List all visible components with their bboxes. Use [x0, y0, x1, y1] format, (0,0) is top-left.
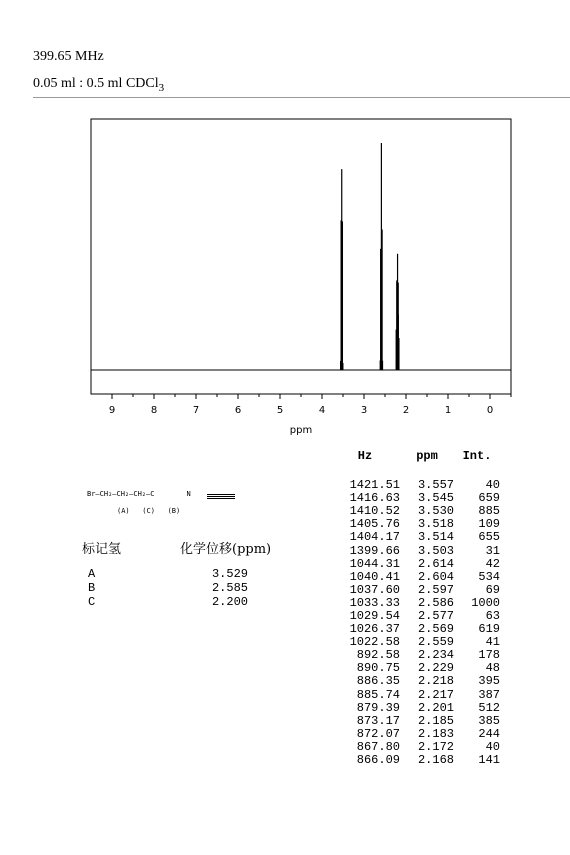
peak-hz-cell: 886.35 — [356, 674, 400, 689]
peak-int-cell: 512 — [478, 700, 500, 715]
x-tick-label: 8 — [150, 405, 158, 416]
x-tick-label: 2 — [402, 405, 410, 416]
shift-table — [88, 567, 248, 609]
peak-ppm-cell: 3.503 — [417, 543, 454, 558]
peak-ppm-cell: 2.577 — [417, 608, 454, 623]
header-ppm: ppm — [416, 449, 438, 463]
peak-hz-cell: 1033.33 — [349, 595, 400, 610]
peak-hz-cell: 1026.37 — [349, 622, 400, 637]
peak-int-cell: 1000 — [471, 595, 500, 610]
peak-int-cell: 385 — [478, 713, 500, 728]
table-row — [330, 518, 500, 531]
peak-int-cell: 63 — [485, 608, 500, 623]
peak-int-cell: 40 — [485, 739, 500, 754]
structure-chain: Br—CH₂—CH₂—CH₂—C — [87, 490, 155, 498]
shift-value: 2.585 — [211, 581, 248, 595]
shift-label: A — [88, 567, 96, 581]
table-row — [330, 675, 500, 688]
peak-int-cell: 178 — [478, 648, 500, 663]
peak-hz-cell: 1029.54 — [349, 608, 400, 623]
peak-hz-cell: 1410.52 — [349, 504, 400, 519]
x-tick-label: 1 — [444, 405, 452, 416]
peak-int-cell: 655 — [478, 530, 500, 545]
x-tick-label: 7 — [192, 405, 200, 416]
header-int: Int. — [462, 449, 492, 463]
solvent-text: 0.05 ml : 0.5 ml CDCl — [33, 76, 159, 91]
x-axis-ticks — [109, 394, 511, 416]
shift-row — [88, 581, 248, 595]
header-hz: Hz — [357, 449, 373, 463]
peak-hz-cell: 1416.63 — [349, 491, 400, 506]
peak-int-cell: 31 — [485, 543, 500, 558]
shift-header-label: 标记氢 — [82, 542, 122, 557]
peaks-layer — [341, 143, 399, 370]
structure-nitrogen: N — [186, 490, 191, 498]
peak-ppm-cell: 2.172 — [417, 739, 454, 754]
table-row — [330, 531, 500, 544]
plot-frame — [91, 119, 511, 394]
peak-hz-cell: 892.58 — [356, 648, 400, 663]
peak-ppm-cell: 2.586 — [417, 595, 454, 610]
peak-int-cell: 534 — [478, 569, 500, 584]
peak-hz-cell: 885.74 — [356, 687, 400, 702]
table-row — [330, 754, 500, 767]
peak-ppm-cell: 2.559 — [417, 635, 454, 650]
peak-hz-cell: 1404.17 — [349, 530, 400, 545]
peak-hz-cell: 890.75 — [356, 661, 400, 676]
peak-ppm-cell: 2.218 — [417, 674, 454, 689]
peak-int-cell: 141 — [478, 753, 500, 768]
table-row — [330, 715, 500, 728]
table-row — [330, 610, 500, 623]
shift-row — [88, 595, 248, 609]
peak-int-cell: 244 — [478, 726, 500, 741]
table-row — [330, 558, 500, 571]
peak-int-cell: 885 — [478, 504, 500, 519]
x-tick-label: 5 — [276, 405, 284, 416]
table-row — [330, 492, 500, 505]
peak-int-cell: 41 — [485, 635, 500, 650]
table-row — [330, 571, 500, 584]
table-row — [330, 505, 500, 518]
shift-label: B — [88, 581, 96, 595]
table-row — [330, 636, 500, 649]
peak-ppm-cell: 3.518 — [417, 517, 454, 532]
table-row — [330, 662, 500, 675]
peak-ppm-cell: 2.604 — [417, 569, 454, 584]
x-tick-label: 4 — [318, 405, 326, 416]
peak-ppm-cell: 2.217 — [417, 687, 454, 702]
peak-hz-cell: 879.39 — [356, 700, 400, 715]
peak-hz-cell: 1044.31 — [349, 556, 400, 571]
peak-ppm-cell: 2.229 — [417, 661, 454, 676]
peak-int-cell: 659 — [478, 491, 500, 506]
table-row — [330, 689, 500, 702]
peak-hz-cell: 1037.60 — [349, 582, 400, 597]
shift-value: 2.200 — [211, 595, 248, 609]
table-row — [330, 597, 500, 610]
peak-table-header — [330, 445, 500, 467]
peak-int-cell: 42 — [485, 556, 500, 571]
spectrometer-frequency: 399.65 MHz — [33, 49, 104, 64]
peak-ppm-cell: 2.614 — [417, 556, 454, 571]
peak-hz-cell: 1405.76 — [349, 517, 400, 532]
peak-int-cell: 48 — [485, 661, 500, 676]
structure-labels: (A) (C) (B) — [117, 507, 181, 515]
peak-table — [330, 445, 500, 767]
peak-ppm-cell: 3.545 — [417, 491, 454, 506]
shift-value: 3.529 — [211, 567, 248, 581]
peak-hz-cell: 1421.51 — [349, 478, 400, 493]
shift-label: C — [88, 595, 96, 609]
x-tick-label: 3 — [360, 405, 368, 416]
peak-ppm-cell: 3.530 — [417, 504, 454, 519]
peak-hz-cell: 1040.41 — [349, 569, 400, 584]
peak-ppm-cell: 2.185 — [417, 713, 454, 728]
x-tick-label: 9 — [108, 405, 116, 416]
table-row — [330, 623, 500, 636]
x-axis-label: ppm — [289, 425, 313, 436]
table-row — [330, 649, 500, 662]
structure-formula — [87, 490, 191, 498]
peak-hz-cell: 866.09 — [356, 753, 400, 768]
peak-ppm-cell: 2.234 — [417, 648, 454, 663]
peak-int-cell: 69 — [485, 582, 500, 597]
peak-hz-cell: 1399.66 — [349, 543, 400, 558]
peak-ppm-cell: 2.569 — [417, 622, 454, 637]
peak-hz-cell: 872.07 — [356, 726, 400, 741]
peak-ppm-cell: 2.597 — [417, 582, 454, 597]
shift-header-value: 化学位移(ppm) — [180, 542, 272, 557]
peak-hz-cell: 873.17 — [356, 713, 400, 728]
peak-int-cell: 387 — [478, 687, 500, 702]
table-row — [330, 544, 500, 557]
peak-hz-cell: 867.80 — [356, 739, 400, 754]
peak-int-cell: 40 — [485, 478, 500, 493]
peak-ppm-cell: 2.168 — [417, 753, 454, 768]
triple-bond — [207, 494, 235, 499]
table-row — [330, 479, 500, 492]
peak-hz-cell: 1022.58 — [349, 635, 400, 650]
peak-int-cell: 395 — [478, 674, 500, 689]
table-row — [330, 741, 500, 754]
x-tick-label: 6 — [234, 405, 242, 416]
peak-ppm-cell: 2.183 — [417, 726, 454, 741]
table-row — [330, 584, 500, 597]
peak-ppm-cell: 2.201 — [417, 700, 454, 715]
shift-row — [88, 567, 248, 581]
table-row — [330, 702, 500, 715]
peak-ppm-cell: 3.514 — [417, 530, 454, 545]
solvent-subscript: 3 — [158, 82, 165, 94]
peak-int-cell: 109 — [478, 517, 500, 532]
table-row — [330, 728, 500, 741]
peak-ppm-cell: 3.557 — [417, 478, 454, 493]
x-tick-label: 0 — [486, 405, 494, 416]
peak-int-cell: 619 — [478, 622, 500, 637]
